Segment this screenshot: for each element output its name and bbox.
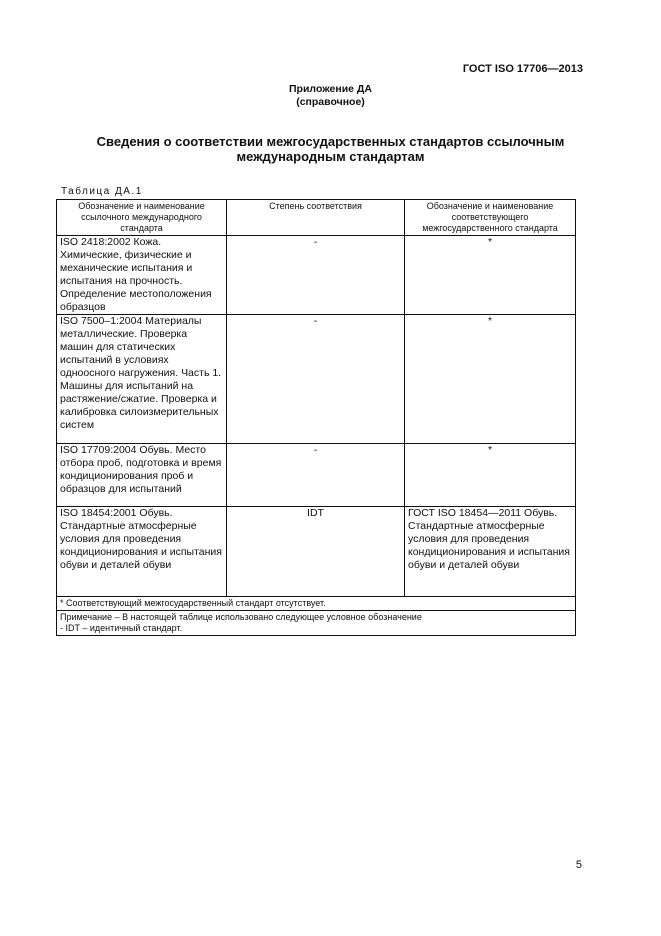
cell-national: * — [405, 444, 576, 507]
table-note-line2: - IDT – идентичный стандарт. — [60, 623, 183, 633]
cell-national: * — [405, 236, 576, 315]
table-row — [57, 315, 576, 444]
cell-reference: ISO 18454:2001 Обувь. Стандартные атмосферные условия для проведения кондиционирования и испытания обуви и деталей обуви — [57, 507, 227, 597]
cell-reference: ISO 2418:2002 Кожа. Химические, физические и механические испытания и испытания на прочность. Определение местоположения образцов — [57, 236, 227, 315]
page-title-line1: Сведения о соответствии межгосударственных стандартов ссылочным — [96, 134, 565, 149]
table-footnote: * Соответствующий межгосударственный стандарт отсутствует. — [57, 597, 576, 611]
table-row — [57, 236, 576, 315]
table-note-row — [57, 611, 576, 636]
cell-degree: - — [227, 444, 405, 507]
cell-reference: ISO 7500–1:2004 Материалы металлические. Проверка машин для статических испытаний в условиях одноосного нагружения. Часть 1. Машины для испытаний на растяжение/сжатие. Проверка и калибровка силоизмерительных систем — [57, 315, 227, 444]
table-note — [57, 611, 576, 636]
annex-title: Приложение ДА — [289, 83, 372, 95]
annex-heading — [0, 83, 661, 109]
annex-subtitle: (справочное) — [296, 96, 365, 108]
cell-national: * — [405, 315, 576, 444]
table-caption: Таблица ДА.1 — [61, 186, 143, 197]
table-row — [57, 507, 576, 597]
header-degree: Степень соответствия — [227, 200, 405, 236]
header-national-standard: Обозначение и наименование соответствующего межгосударственного стандарта — [405, 200, 576, 236]
table-header-row — [57, 200, 576, 236]
cell-degree: - — [227, 236, 405, 315]
table-row — [57, 444, 576, 507]
page-number: 5 — [575, 859, 582, 871]
document-code: ГОСТ ISO 17706—2013 — [462, 63, 583, 75]
cell-reference: ISO 17709:2004 Обувь. Место отбора проб, подготовка и время кондиционирования проб и образцов для испытаний — [57, 444, 227, 507]
page-title — [60, 134, 601, 164]
table-footnote-row — [57, 597, 576, 611]
correspondence-table — [56, 199, 576, 636]
cell-national: ГОСТ ISO 18454—2011 Обувь. Стандартные атмосферные условия для проведения кондиционирования и испытания обуви и деталей обуви — [405, 507, 576, 597]
header-reference-standard: Обозначение и наименование ссылочного международного стандарта — [57, 200, 227, 236]
cell-degree: - — [227, 315, 405, 444]
page-title-line2: международным стандартам — [236, 149, 425, 164]
table-note-line1: Примечание – В настоящей таблице использовано следующее условное обозначение — [60, 612, 422, 622]
cell-degree: IDT — [227, 507, 405, 597]
